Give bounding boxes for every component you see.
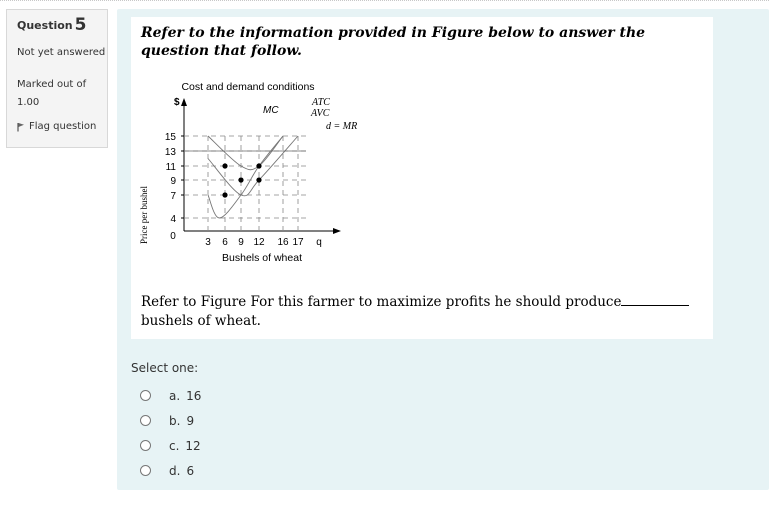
question-heading: Refer to the information provided in Figure below to answer the question that follow.	[141, 25, 646, 59]
flag-icon	[17, 122, 25, 132]
option-text: 12	[185, 438, 201, 453]
option-text: 9	[186, 413, 195, 428]
y-tick-label: 7	[170, 191, 176, 202]
top-divider	[0, 0, 769, 2]
origin-label: 0	[170, 231, 176, 242]
cost-curves	[184, 136, 306, 218]
y-tick-label: 4	[170, 214, 176, 225]
y-tick-label: 11	[165, 162, 176, 173]
demand-label: d = MR	[326, 121, 358, 132]
question-info-panel	[6, 9, 108, 148]
x-tick-label: 16	[277, 237, 289, 248]
question-content	[117, 9, 769, 490]
option-letter: a.	[169, 388, 181, 403]
option-b[interactable]	[131, 408, 201, 433]
radio-option-d[interactable]	[140, 465, 151, 476]
grid-lines	[184, 136, 306, 231]
question-number	[17, 15, 107, 35]
answer-block	[131, 361, 201, 483]
question-number-value: 5	[74, 15, 87, 35]
question-prefix: Question	[17, 19, 73, 32]
grade-info: Marked out of 1.00	[17, 79, 87, 108]
option-a[interactable]	[131, 383, 201, 408]
figure-title: Cost and demand conditions	[181, 81, 315, 93]
x-tick-label: 12	[253, 237, 265, 248]
data-point	[222, 163, 227, 168]
option-d[interactable]	[131, 458, 201, 483]
curve-atc	[208, 136, 283, 170]
x-tick-label: q	[316, 237, 322, 248]
y-tick-label: 9	[170, 176, 176, 187]
question-prompt	[141, 293, 701, 331]
question-text-box	[131, 17, 713, 339]
radio-option-c[interactable]	[140, 440, 151, 451]
x-tick-label: 17	[292, 237, 304, 248]
select-one-label: Select one:	[131, 361, 199, 375]
x-axis-arrow	[333, 228, 341, 234]
currency-label: $	[174, 97, 180, 108]
option-text: 16	[186, 388, 202, 403]
x-tick-label: 6	[222, 237, 228, 248]
avc-label: AVC	[311, 108, 330, 119]
option-letter: c.	[169, 438, 180, 453]
option-letter: b.	[169, 413, 181, 428]
x-tick-label: 3	[205, 237, 211, 248]
radio-option-a[interactable]	[140, 390, 151, 401]
answer-blank	[621, 293, 689, 306]
data-point	[238, 177, 243, 182]
option-c[interactable]	[131, 433, 201, 458]
option-list	[131, 383, 201, 483]
mc-label: MC	[263, 105, 279, 116]
x-axis-label: Bushels of wheat	[222, 252, 302, 264]
option-text: 6	[186, 463, 195, 478]
flag-question-link[interactable]	[17, 121, 107, 132]
curve-mc	[208, 136, 283, 218]
data-point	[256, 163, 261, 168]
radio-option-b[interactable]	[140, 415, 151, 426]
y-tick-label: 13	[164, 147, 176, 158]
atc-label: ATC	[312, 97, 330, 108]
data-point	[256, 177, 261, 182]
flag-label: Flag question	[29, 121, 97, 132]
data-point	[222, 192, 227, 197]
y-axis-arrow	[181, 98, 187, 106]
x-tick-label: 9	[238, 237, 244, 248]
prompt-text-end: bushels of wheat.	[141, 313, 261, 329]
y-axis-label: Price per bushel	[139, 186, 149, 244]
cost-demand-figure	[131, 73, 391, 283]
prompt-text: Refer to Figure For this farmer to maximize profits he should produce	[141, 294, 622, 310]
option-letter: d.	[169, 463, 181, 478]
answer-state: Not yet answered	[17, 47, 106, 58]
y-tick-label: 15	[164, 132, 176, 143]
